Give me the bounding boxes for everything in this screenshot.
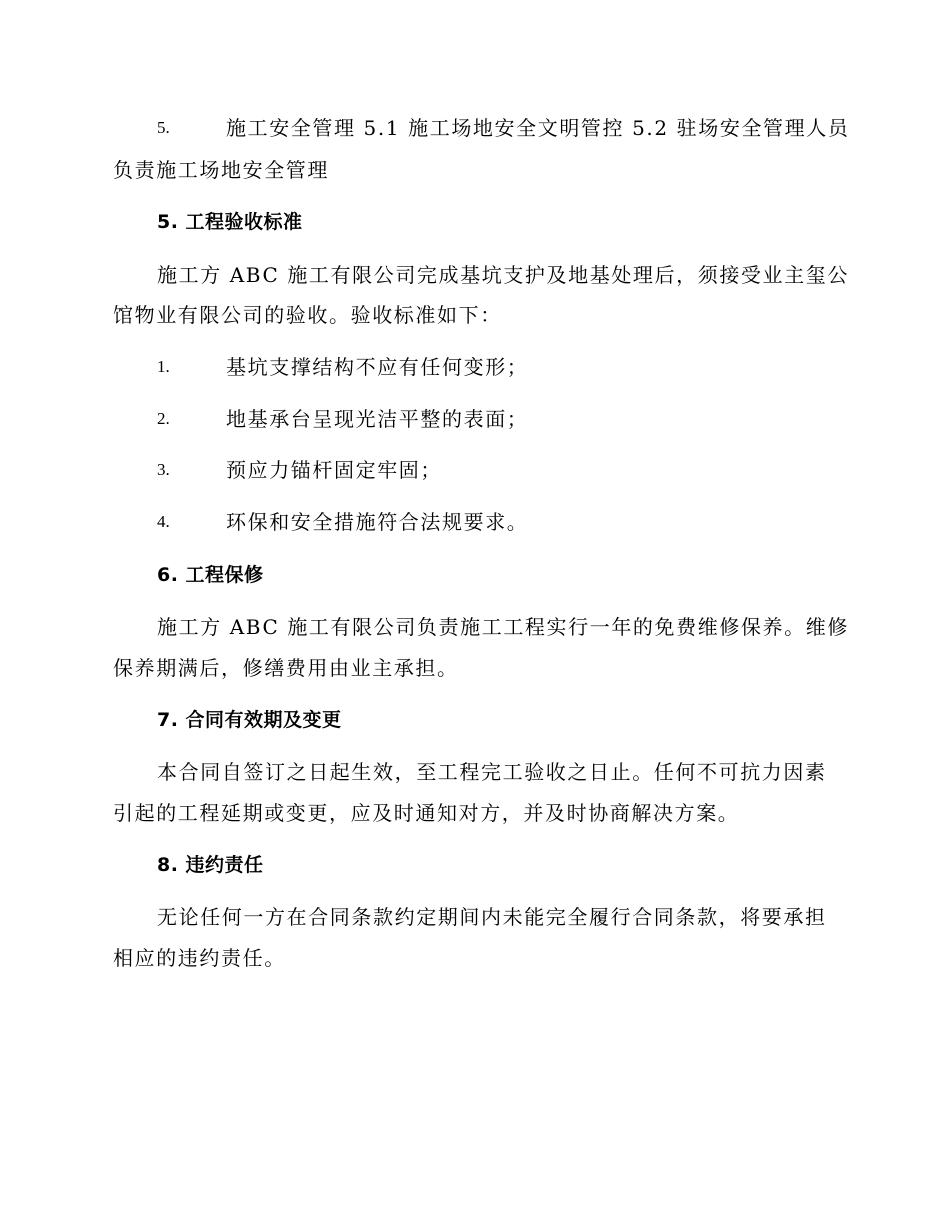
section-heading-acceptance: 5. 工程验收标准 [157,211,303,233]
list-item-text: 基坑支撑结构不应有任何变形； [226,355,529,379]
paragraph-line: 馆物业有限公司的验收。验收标准如下： [113,303,502,327]
list-number: 5. [157,118,170,137]
section-heading-warranty: 6. 工程保修 [157,564,264,586]
paragraph-line: 相应的违约责任。 [113,946,286,970]
section-heading-validity: 7. 合同有效期及变更 [157,709,342,731]
paragraph-line: 无论任何一方在合同条款约定期间内未能完全履行合同条款，将要承担 [157,905,827,929]
section-heading-breach: 8. 违约责任 [157,854,264,876]
paragraph-line: 本合同自签订之日起生效，至工程完工验收之日止。任何不可抗力因素 [157,760,827,784]
paragraph-line: 引起的工程延期或变更，应及时通知对方，并及时协商解决方案。 [113,801,740,825]
list-number: 4. [157,512,170,531]
paragraph-line: 施工方 ABC 施工有限公司完成基坑支护及地基处理后，须接受业主玺公 [157,263,849,287]
list-item-text: 环保和安全措施符合法规要求。 [226,510,529,534]
paragraph-line: 保养期满后，修缮费用由业主承担。 [113,656,459,680]
list-item-text: 地基承台呈现光洁平整的表面； [226,407,529,431]
list-number: 2. [157,409,170,428]
list-number: 1. [157,357,170,376]
list-item-text-continued: 负责施工场地安全管理 [113,158,329,182]
list-item-text: 预应力锚杆固定牢固； [226,458,442,482]
paragraph-line: 施工方 ABC 施工有限公司负责施工工程实行一年的免费维修保养。维修 [157,615,849,639]
list-number: 3. [157,460,170,479]
list-item-text: 施工安全管理 5.1 施工场地安全文明管控 5.2 驻场安全管理人员 [226,116,850,140]
